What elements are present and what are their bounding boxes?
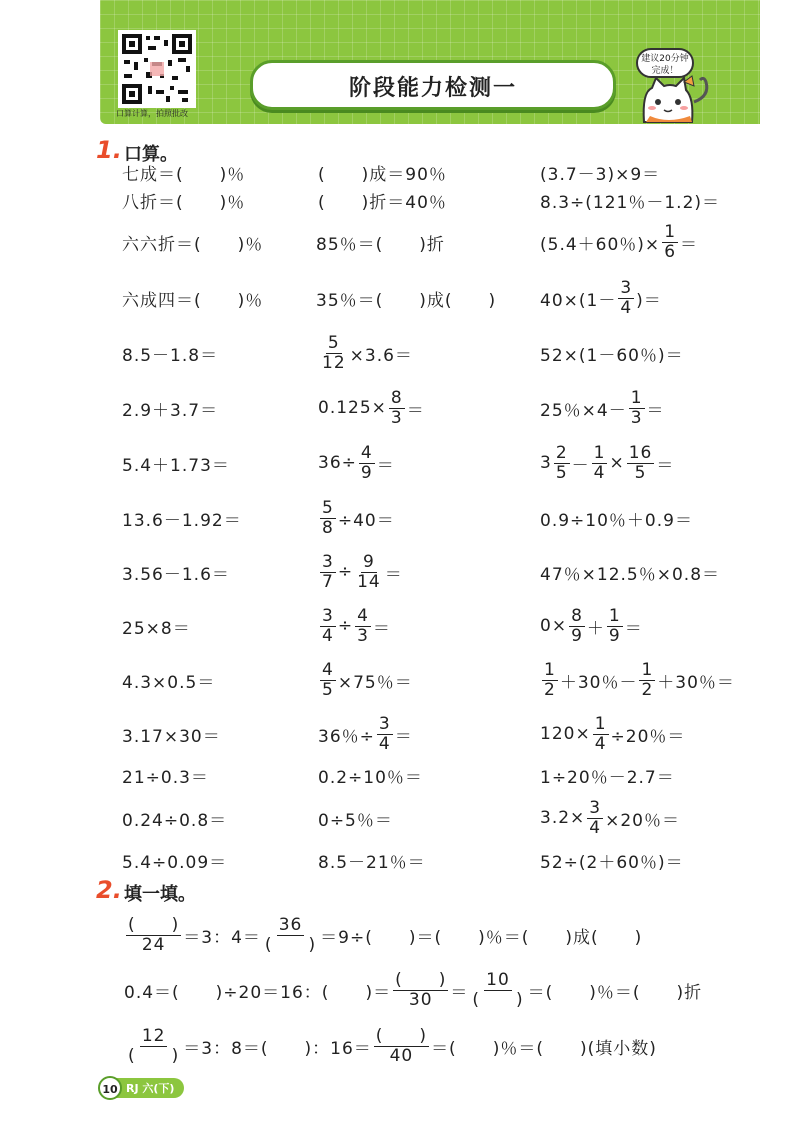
exercise: (3.7－3)×9＝ xyxy=(540,164,661,185)
fraction: $\frac{4}{9}$ xyxy=(360,442,373,483)
exercise: 0.9÷10％＋0.9＝ xyxy=(540,510,693,531)
fraction: $\frac{1}{6}$ xyxy=(664,221,677,262)
exercise: 13.6－1.92＝ xyxy=(122,510,242,531)
exercise: 52÷(2＋60％)＝ xyxy=(540,852,684,873)
book-label: RJ 六(下) xyxy=(126,1082,175,1095)
section-title: 填一填。 xyxy=(124,884,196,905)
fraction: $\frac{8}{9}$ xyxy=(571,605,583,646)
exercise: 5.4÷0.09＝ xyxy=(122,852,228,873)
exercise: 0.24÷0.8＝ xyxy=(122,810,228,831)
fraction: $\frac{1}{3}$ xyxy=(630,387,643,428)
fraction: $\frac{3}{7}$ xyxy=(322,551,334,592)
fill-line: $\frac{12}{( )}$ ＝3：8＝( )：16＝ $\frac{( )}{40}$ ＝( )％＝( )(填小数) xyxy=(128,1025,657,1066)
exercise: $\frac{1}{2}$ ＋30％－ $\frac{1}{2}$ ＋30％＝ xyxy=(544,659,735,700)
fraction: $\frac{9}{14}$ xyxy=(357,551,381,592)
exercise: 36÷ $\frac{4}{9}$ ＝ xyxy=(318,442,395,483)
fraction: $\frac{16}{5}$ xyxy=(628,442,653,483)
exercise: 4.3×0.5＝ xyxy=(122,672,216,693)
exercise: 1÷20％－2.7＝ xyxy=(540,767,675,788)
exercise: 47％×12.5％×0.8＝ xyxy=(540,564,721,585)
exercise: $\frac{3}{4}$ ÷ $\frac{4}{3}$ ＝ xyxy=(322,605,391,646)
fraction: $\frac{3}{4}$ xyxy=(620,277,633,318)
fraction: $\frac{( )}{30}$ xyxy=(395,969,447,1010)
exercise: 36％÷ $\frac{3}{4}$ ＝ xyxy=(318,713,413,754)
exercise: 0.125× $\frac{8}{3}$ ＝ xyxy=(318,387,425,428)
fraction: $\frac{1}{9}$ xyxy=(608,605,621,646)
exercise: 3.17×30＝ xyxy=(122,726,221,747)
section-number: 2. xyxy=(96,876,122,904)
exercise: 120× $\frac{1}{4}$ ÷20％＝ xyxy=(540,713,686,754)
exercise: 0÷5％＝ xyxy=(318,810,393,831)
page-number: 10 xyxy=(98,1076,122,1100)
fraction: $\frac{4}{5}$ xyxy=(322,659,334,700)
fraction: $\frac{1}{2}$ xyxy=(641,659,654,700)
exercise: ( )折＝40％ xyxy=(318,192,447,213)
exercise: 六成四＝( )％ xyxy=(122,290,264,311)
fraction: $\frac{3}{4}$ xyxy=(378,713,391,754)
exercise: 8.5－1.8＝ xyxy=(122,345,219,366)
exercise: 40×(1－ $\frac{3}{4}$ )＝ xyxy=(540,277,662,318)
fill-line: 0.4＝( )÷20＝16：( )＝ $\frac{( )}{30}$ ＝ $\frac{10}{( )}$ ＝( )％＝( )折 xyxy=(124,969,703,1010)
exercise: 八折＝( )％ xyxy=(122,192,246,213)
fraction: $\frac{4}{3}$ xyxy=(357,605,369,646)
exercise: 52×(1－60％)＝ xyxy=(540,345,684,366)
exercise: 25×8＝ xyxy=(122,618,191,639)
fraction: $\frac{1}{4}$ xyxy=(594,713,607,754)
fraction: $\frac{2}{5}$ xyxy=(555,442,568,483)
exercise: $\frac{5}{8}$ ÷40＝ xyxy=(322,497,395,538)
exercise: 35％＝( )成( ) xyxy=(316,290,497,311)
exercise: 七成＝( )％ xyxy=(122,164,246,185)
cat-mascot-icon xyxy=(636,72,716,124)
exercise: 3.2× $\frac{3}{4}$ ×20％＝ xyxy=(540,797,680,838)
fraction: $\frac{36}{( )}$ xyxy=(264,914,317,955)
fraction: $\frac{5}{12}$ xyxy=(322,332,346,373)
fraction: $\frac{12}{( )}$ xyxy=(128,1025,180,1066)
exercise: 六六折＝( )％ xyxy=(122,234,264,255)
exercise: ( )成＝90％ xyxy=(318,164,447,185)
section-number: 1. xyxy=(96,136,122,164)
fraction: $\frac{3}{4}$ xyxy=(322,605,334,646)
qr-code-icon[interactable] xyxy=(118,30,196,108)
fraction: $\frac{10}{( )}$ xyxy=(472,969,524,1010)
fraction: $\frac{1}{2}$ xyxy=(544,659,556,700)
fraction: $\frac{8}{3}$ xyxy=(390,387,403,428)
exercise: $\frac{3}{7}$ ÷ $\frac{9}{14}$ ＝ xyxy=(322,551,403,592)
fraction: $\frac{1}{4}$ xyxy=(593,442,606,483)
exercise: (5.4＋60％)× $\frac{1}{6}$ ＝ xyxy=(540,221,699,262)
exercise: 8.5－21％＝ xyxy=(318,852,426,873)
exercise: $\frac{4}{5}$ ×75％＝ xyxy=(322,659,413,700)
exercise: 85％＝( )折 xyxy=(316,234,445,255)
qr-caption: 口算计算，拍照批改 xyxy=(116,109,188,118)
fraction: $\frac{3}{4}$ xyxy=(589,797,602,838)
exercise: $\frac{5}{12}$ ×3.6＝ xyxy=(322,332,413,373)
exercise: 3 $\frac{2}{5}$ － $\frac{1}{4}$ × $\frac{16}{5}$ ＝ xyxy=(540,442,675,483)
speech-bubble: 建议20分钟完成！ xyxy=(636,48,694,78)
exercise: 2.9＋3.7＝ xyxy=(122,400,219,421)
exercise: 5.4＋1.73＝ xyxy=(122,455,230,476)
page-title: 阶段能力检测一 xyxy=(348,76,517,101)
title-box xyxy=(250,60,616,110)
section-title: 口算。 xyxy=(124,144,178,165)
exercise: 3.56－1.6＝ xyxy=(122,564,230,585)
fill-line: $\frac{( )}{24}$ ＝3：4＝ $\frac{36}{( )}$ ＝9÷( )＝( )％＝( )成( ) xyxy=(128,914,643,955)
fraction: $\frac{( )}{40}$ xyxy=(375,1025,428,1066)
exercise: 8.3÷(121％－1.2)＝ xyxy=(540,192,721,213)
exercise: 25％×4－ $\frac{1}{3}$ ＝ xyxy=(540,387,665,428)
fraction: $\frac{5}{8}$ xyxy=(322,497,334,538)
exercise: 0.2÷10％＝ xyxy=(318,767,423,788)
fraction: $\frac{( )}{24}$ xyxy=(128,914,180,955)
exercise: 0× $\frac{8}{9}$ ＋ $\frac{1}{9}$ ＝ xyxy=(540,605,643,646)
exercise: 21÷0.3＝ xyxy=(122,767,209,788)
